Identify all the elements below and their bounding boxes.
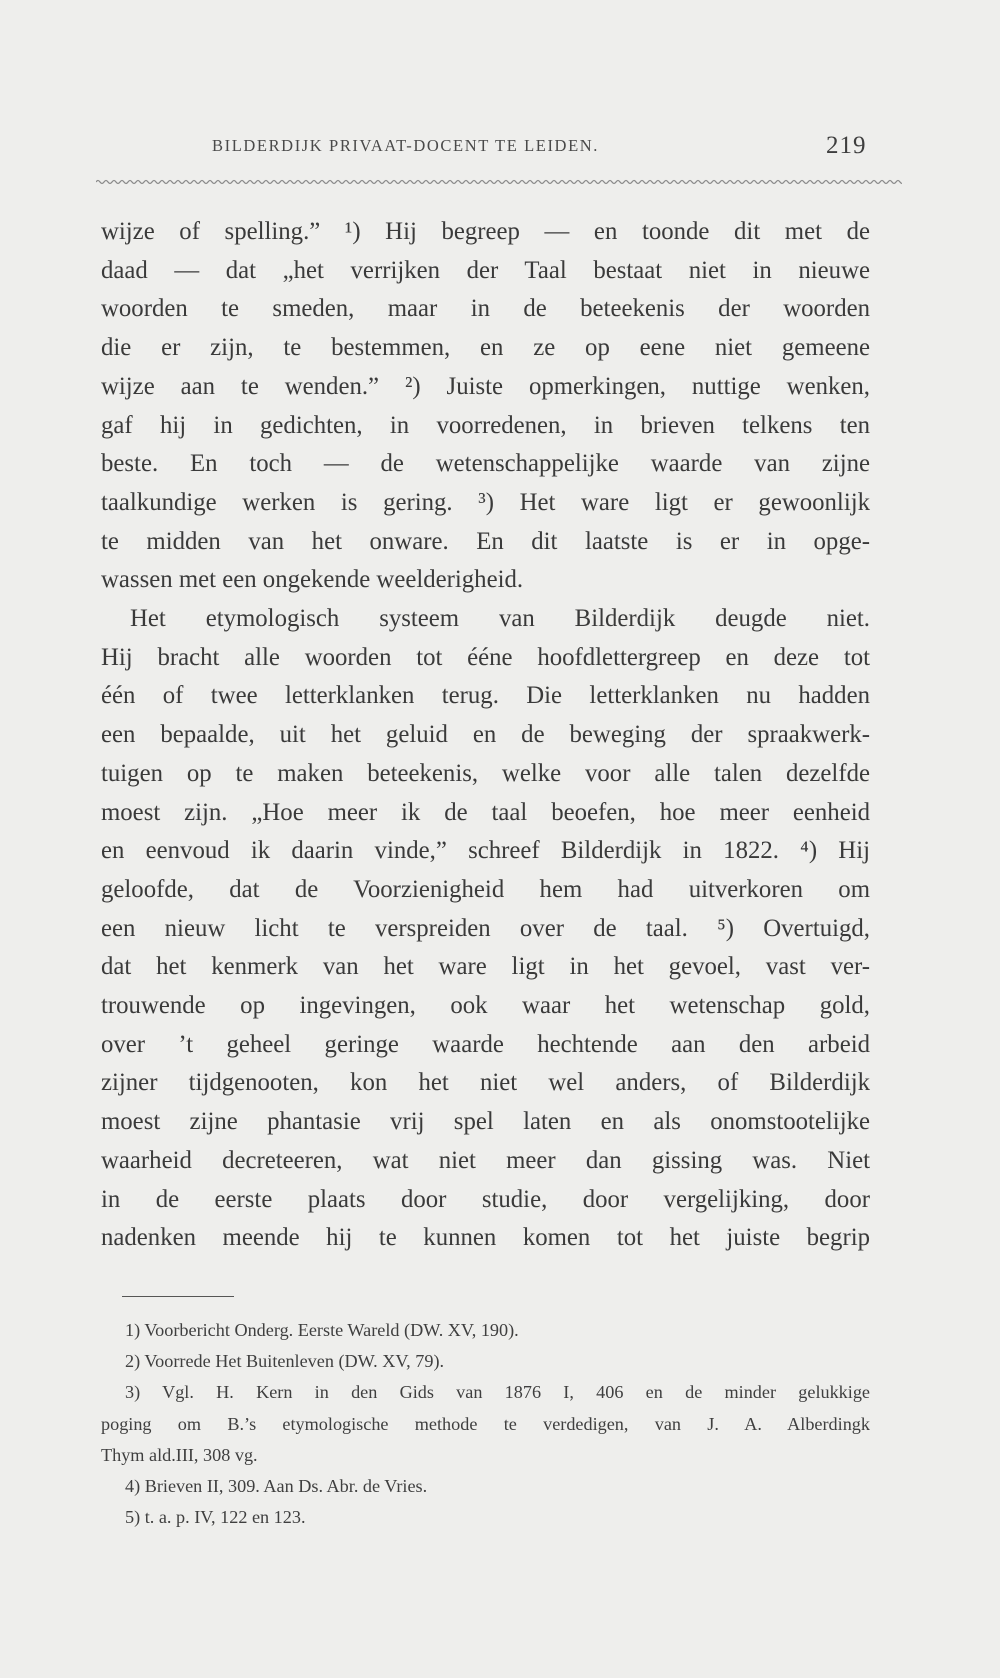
text-line: een nieuw licht te verspreiden over de taal. ⁵) Overtuigd, bbox=[101, 914, 870, 942]
text-line: te midden van het onware. En dit laatste is er in opge- bbox=[101, 527, 870, 555]
text-line: in de eerste plaats door studie, door vergelijking, door bbox=[101, 1185, 870, 1213]
text-line: dat het kenmerk van het ware ligt in het gevoel, vast ver- bbox=[101, 953, 870, 981]
footnote: 3) Vgl. H. Kern in den Gids van 1876 I, 406 en de minder gelukkige bbox=[125, 1382, 870, 1403]
footnotes bbox=[101, 1315, 870, 1533]
running-title: BILDERDIJK PRIVAAT-DOCENT TE LEIDEN. bbox=[212, 136, 599, 155]
text-line: gaf hij in gedichten, in voorredenen, in brieven telkens ten bbox=[101, 411, 870, 439]
footnote: 5) t. a. p. IV, 122 en 123. bbox=[125, 1507, 306, 1528]
footnote: 2) Voorrede Het Buitenleven (DW. XV, 79). bbox=[125, 1351, 445, 1372]
text-line: wijze of spelling.” ¹) Hij begreep — en toonde dit met de bbox=[101, 218, 870, 245]
text-line: wassen met een ongekende weelderigheid. bbox=[101, 566, 524, 594]
main-text bbox=[101, 213, 870, 1258]
footnote-rule bbox=[122, 1296, 234, 1297]
text-line: tuigen op te maken beteekenis, welke voor alle talen dezelfde bbox=[101, 759, 870, 787]
text-line: beste. En toch — de wetenschappelijke waarde van zijne bbox=[101, 450, 870, 478]
text-line: over ’t geheel geringe waarde hechtende aan den arbeid bbox=[101, 1030, 870, 1058]
text-line: moest zijn. „Hoe meer ik de taal beoefen, hoe meer eenheid bbox=[101, 798, 870, 826]
text-line: waarheid decreteeren, wat niet meer dan gissing was. Niet bbox=[101, 1146, 870, 1174]
text-line: die er zijn, te bestemmen, en ze op eene niet gemeene bbox=[101, 334, 870, 362]
text-line: Hij bracht alle woorden tot ééne hoofdlettergreep en deze tot bbox=[101, 643, 870, 671]
text-line: taalkundige werken is gering. ³) Het ware ligt er gewoonlijk bbox=[101, 488, 870, 516]
footnote: 1) Voorbericht Onderg. Eerste Wareld (DW. XV, 190). bbox=[125, 1320, 519, 1340]
text-line: moest zijne phantasie vrij spel laten en als onomstootelijke bbox=[101, 1108, 870, 1136]
text-line: wijze aan te wenden.” ²) Juiste opmerkingen, nuttige wenken, bbox=[101, 372, 870, 400]
page-number: 219 bbox=[826, 132, 867, 159]
footnote-continuation: Thym ald.III, 308 vg. bbox=[101, 1444, 258, 1465]
text-line: één of twee letterklanken terug. Die letterklanken nu hadden bbox=[101, 682, 870, 710]
text-line: zijner tijdgenooten, kon het niet wel anders, of Bilderdijk bbox=[101, 1069, 870, 1097]
wavy-rule-divider bbox=[96, 176, 902, 188]
text-line: Het etymologisch systeem van Bilderdijk deugde niet. bbox=[130, 605, 870, 633]
text-line: woorden te smeden, maar in de beteekenis der woorden bbox=[101, 295, 870, 323]
text-line: nadenken meende hij te kunnen komen tot het juiste begrip bbox=[101, 1224, 870, 1252]
footnote: 4) Brieven II, 309. Aan Ds. Abr. de Vries. bbox=[125, 1476, 428, 1497]
text-line: geloofde, dat de Voorzienigheid hem had uitverkoren om bbox=[101, 875, 870, 903]
footnote-continuation: poging om B.’s etymologische methode te verdedigen, van J. A. Alberdingk bbox=[101, 1413, 870, 1434]
text-line: en eenvoud ik daarin vinde,” schreef Bilderdijk in 1822. ⁴) Hij bbox=[101, 837, 870, 865]
text-line: trouwende op ingevingen, ook waar het wetenschap gold, bbox=[101, 992, 870, 1020]
text-line: daad — dat „het verrijken der Taal bestaat niet in nieuwe bbox=[101, 256, 870, 284]
text-line: een bepaalde, uit het geluid en de beweging der spraakwerk- bbox=[101, 721, 870, 749]
